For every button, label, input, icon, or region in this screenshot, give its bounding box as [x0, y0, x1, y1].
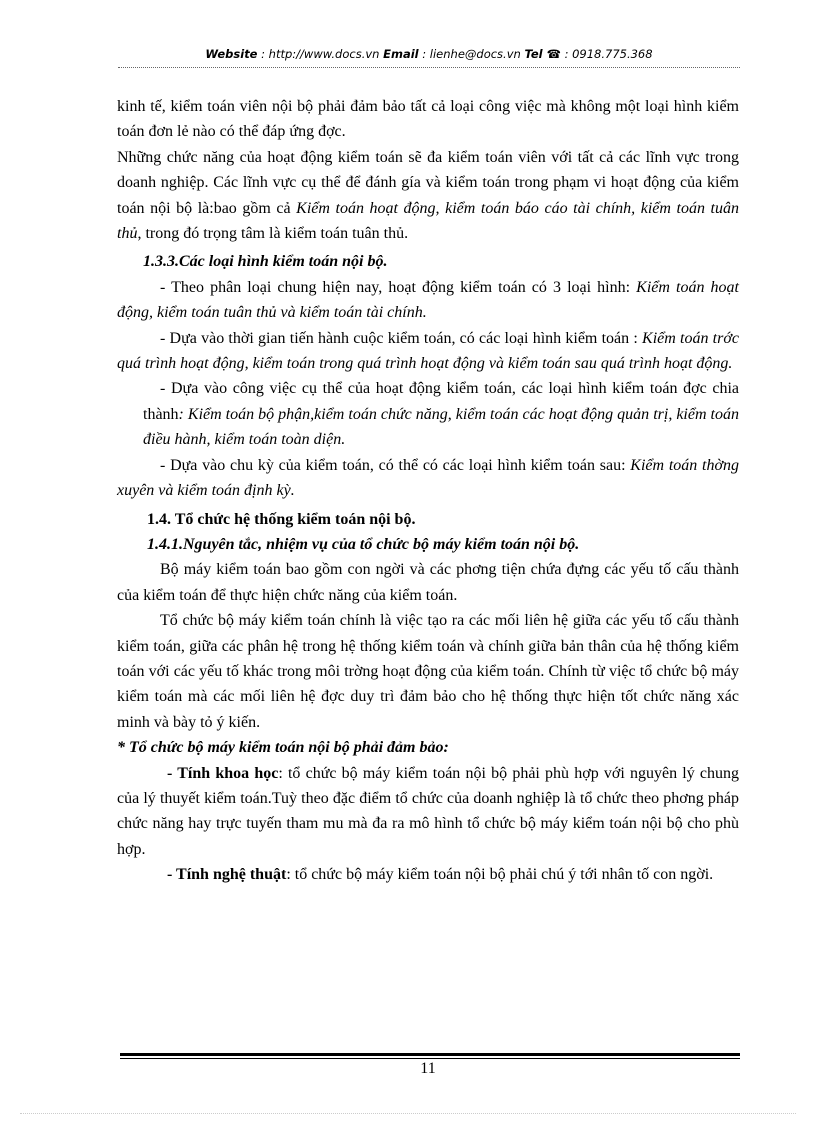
paragraph-2-text: Những chức năng của hoạt động kiểm toán sẽ đa kiểm toán viên với tất cả các lĩnh vực trong doanh nghiệp. Các lĩnh vực cụ thể để đánh gía và kiểm toán trong phạm vi hoạt động của kiểm toán nội bộ là:bao gồm cả: [117, 148, 739, 217]
footer-divider-thick: [120, 1053, 740, 1056]
paragraph-4-italic: Kiểm toán trớc quá trình hoạt động, kiểm toán trong quá trình hoạt động và kiểm toán sau quá trình hoạt động.: [117, 329, 739, 373]
heading-1-4: 1.4. Tổ chức hệ thống kiểm toán nội bộ.: [147, 510, 416, 528]
page-number: 11: [420, 1060, 436, 1077]
paragraph-5: [117, 376, 739, 452]
paragraph-2-tail: , trong đó trọng tâm là kiểm toán tuân thủ.: [137, 225, 409, 243]
heading-1-3-3: 1.3.3.Các loại hình kiểm toán nội bộ.: [143, 253, 388, 271]
heading-1-4-1: 1.4.1.Nguyên tắc, nhiệm vụ của tổ chức bộ máy kiểm toán nội bộ.: [147, 535, 580, 553]
paragraph-5-italic: : Kiểm toán bộ phận,kiểm toán chức năng, kiểm toán các hoạt động quản trị, kiểm toán điều hành, kiểm toán toàn diện.: [143, 405, 739, 449]
paragraph-9-bold: - Tính khoa học: [167, 764, 279, 782]
paragraph-5-text: - Dựa vào công việc cụ thể của hoạt động kiểm toán, các loại hình kiểm toán đợc chia thành: [143, 380, 739, 423]
paragraph-9-text: : tổ chức bộ máy kiểm toán nội bộ phải phù hợp với nguyên lý chung của lý thuyết kiểm toán.Tuỳ theo đặc điểm tổ chức của doanh nghiệp là tổ chức theo phơng pháp chức năng hay trực tuyến tham mu mà đa ra mô hình tổ chức bộ máy kiểm toán nội bộ cho phù hợp.: [117, 764, 740, 858]
paragraph-2: [117, 145, 739, 247]
heading-star: * Tổ chức bộ máy kiểm toán nội bộ phải đảm bảo:: [117, 739, 449, 757]
paragraph-2-italic: Kiểm toán hoạt động, kiểm toán báo cáo tài chính, kiểm toán tuân thủ: [117, 199, 739, 243]
paragraph-3: [117, 275, 739, 326]
paragraph-10: [117, 862, 739, 887]
paragraph-3-italic: Kiểm toán hoạt động, kiểm toán tuân thủ và kiểm toán tài chính.: [117, 278, 739, 322]
page-header: [118, 47, 740, 61]
paragraph-6-italic: Kiểm toán thờng xuyên và kiểm toán định kỳ.: [117, 456, 740, 500]
header-divider: [118, 67, 740, 68]
footer-divider-thin: [120, 1058, 740, 1059]
paragraph-6-text: - Dựa vào chu kỳ của kiểm toán, có thể có các loại hình kiểm toán sau:: [160, 456, 631, 474]
page-body: [117, 94, 739, 888]
paragraph-4-text: - Dựa vào thời gian tiến hành cuộc kiểm toán, có các loại hình kiểm toán :: [160, 329, 643, 347]
website-label: Website: [205, 47, 258, 61]
paragraph-9: [117, 761, 739, 863]
paragraph-3-text: - Theo phân loại chung hiện nay, hoạt động kiểm toán có 3 loại hình:: [160, 278, 637, 296]
tel-value: : 0918.775.368: [564, 47, 653, 61]
paragraph-1: kinh tế, kiểm toán viên nội bộ phải đảm bảo tất cả loại công việc mà không một loại hình kiểm toán đơn lẻ nào có thể đáp ứng đợc.: [117, 98, 739, 141]
paragraph-10-bold: - Tính nghệ thuật: [167, 866, 287, 884]
website-value: : http://www.docs.vn: [261, 47, 380, 61]
paragraph-10-text: : tổ chức bộ máy kiểm toán nội bộ phải chú ý tới nhân tố con ngời.: [286, 866, 714, 884]
paragraph-4: [117, 326, 739, 377]
email-value: : lienhe@docs.vn: [422, 47, 521, 61]
email-label: Email: [383, 47, 419, 61]
paragraph-8: Tổ chức bộ máy kiểm toán chính là việc tạo ra các mối liên hệ giữa các yếu tố cấu thành kiểm toán, giữa các phân hệ trong hệ thống kiểm toán và chính giữa bản thân của hệ thống kiểm toán với các yếu tố khác trong môi trờng hoạt động của kiểm toán. Chính từ việc tổ chức bộ máy kiểm toán mà các mối liên hệ đợc duy trì đảm bảo cho hệ thống thực hiện tốt chức năng xác minh và bày tỏ ý kiến.: [117, 612, 739, 731]
paragraph-7: Bộ máy kiểm toán bao gồm con ngời và các phơng tiện chứa đựng các yếu tố cấu thành của kiểm toán để thực hiện chức năng của kiểm toán.: [117, 561, 739, 604]
bottom-dotted-border: [20, 1113, 796, 1114]
tel-label: Tel ☎: [524, 47, 561, 61]
paragraph-6: [117, 453, 739, 504]
